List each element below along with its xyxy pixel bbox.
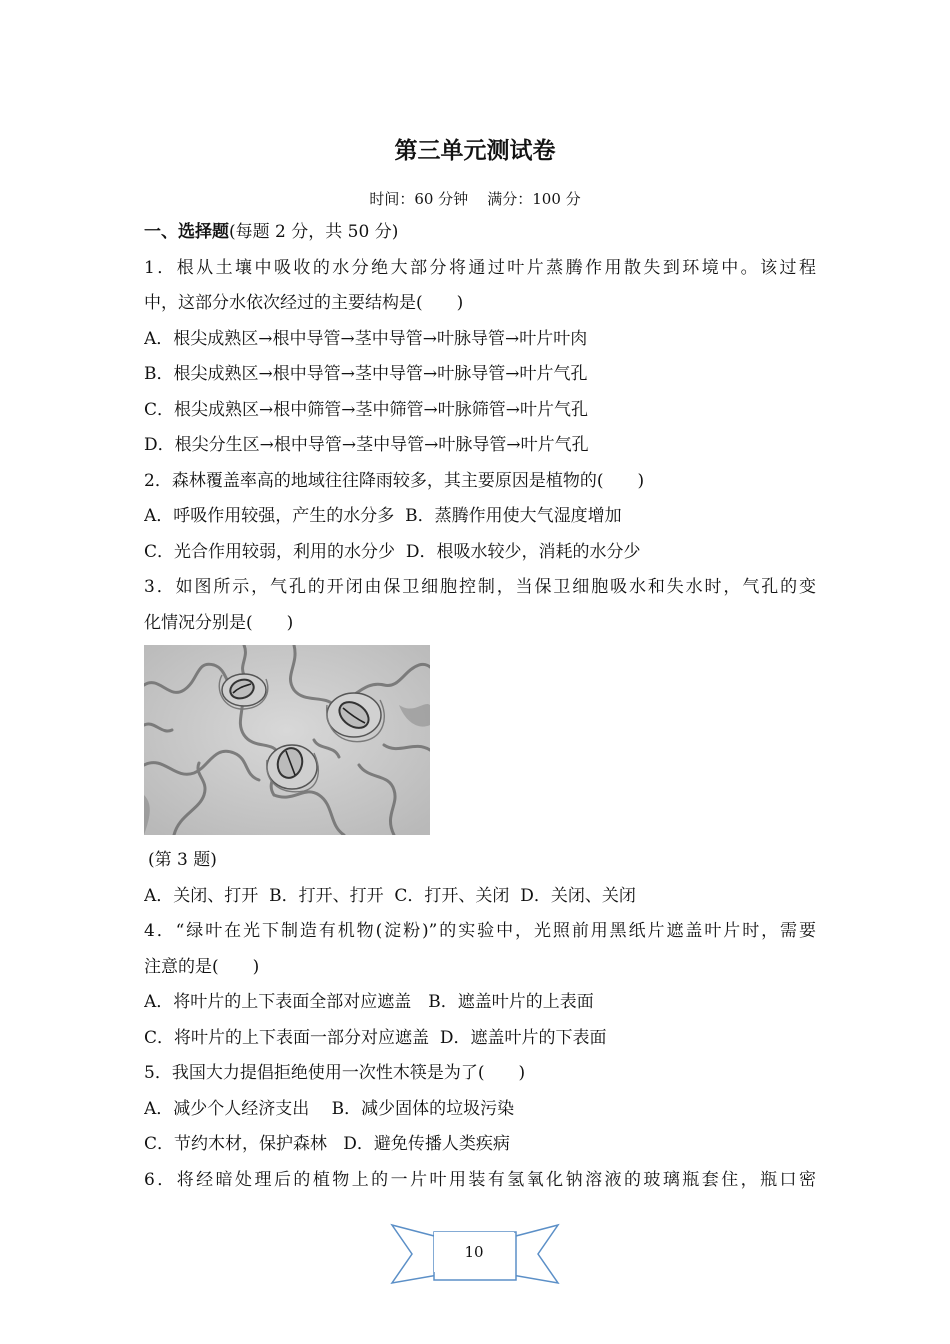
q1-option-a: A．根尖成熟区→根中导管→茎中导管→叶脉导管→叶片叶肉 (144, 328, 588, 349)
q4-options-line1: A．将叶片的上下表面全部对应遮盖 B．遮盖叶片的上表面 (144, 992, 594, 1012)
q3-stem-line2: 化情况分别是( ) (144, 612, 294, 633)
stomata-micrograph-image (144, 645, 430, 835)
q1-option-b: B．根尖成熟区→根中导管→茎中导管→叶脉导管→叶片气孔 (144, 364, 588, 384)
section-heading (144, 215, 816, 251)
q1-option-d: D．根尖分生区→根中导管→茎中导管→叶脉导管→叶片气孔 (144, 435, 589, 455)
q3-options: A．关闭、打开 B．打开、打开 C．打开、关闭 D．关闭、关闭 (144, 885, 636, 906)
q2-stem: 2．森林覆盖率高的地域往往降雨较多，其主要原因是植物的( ) (144, 470, 645, 491)
exam-meta (0, 188, 950, 209)
page-number: 10 (434, 1232, 514, 1272)
q4-stem-line2: 注意的是( ) (144, 956, 260, 977)
q4-stem-line1: 4．“绿叶在光下制造有机物(淀粉)”的实验中，光照前用黑纸片遮盖叶片时，需要 (144, 921, 816, 941)
stomata-micrograph (144, 645, 430, 835)
page-title: 第三单元测试卷 (394, 138, 556, 164)
q1-stem-line2: 中，这部分水依次经过的主要结构是( ) (144, 293, 464, 313)
q5-options-line2: C．节约木材，保护森林 D．避免传播人类疾病 (144, 1134, 510, 1154)
q2-options-line1: A．呼吸作用较强，产生的水分多 B．蒸腾作用使大气湿度增加 (144, 506, 622, 526)
exam-content (144, 215, 816, 1198)
page-footer (390, 1221, 560, 1287)
section-title: 一、选择题 (144, 222, 229, 242)
time-label: 时间：60 分钟 (369, 190, 469, 208)
q5-stem: 5．我国大力提倡拒绝使用一次性木筷是为了( ) (144, 1063, 526, 1083)
q4-options-line2: C．将叶片的上下表面一部分对应遮盖 D．遮盖叶片的下表面 (144, 1027, 607, 1048)
q1-option-c: C．根尖成熟区→根中筛管→茎中筛管→叶脉筛管→叶片气孔 (144, 399, 588, 420)
score-label: 满分：100 分 (487, 190, 581, 208)
section-note: (每题 2 分，共 50 分) (229, 222, 399, 242)
q2-options-line2: C．光合作用较弱，利用的水分少 D．根吸水较少，消耗的水分少 (144, 541, 641, 562)
q5-options-line1: A．减少个人经济支出 B．减少固体的垃圾污染 (144, 1098, 515, 1119)
q1-stem-line1: 1．根从土壤中吸收的水分绝大部分将通过叶片蒸腾作用散失到环境中。该过程 (144, 257, 816, 278)
q6-stem-line1: 6．将经暗处理后的植物上的一片叶用装有氢氧化钠溶液的玻璃瓶套住，瓶口密 (144, 1169, 816, 1190)
q3-stem-line1: 3．如图所示，气孔的开闭由保卫细胞控制，当保卫细胞吸水和失水时，气孔的变 (144, 577, 816, 597)
q3-figure-caption: (第 3 题) (148, 850, 217, 870)
